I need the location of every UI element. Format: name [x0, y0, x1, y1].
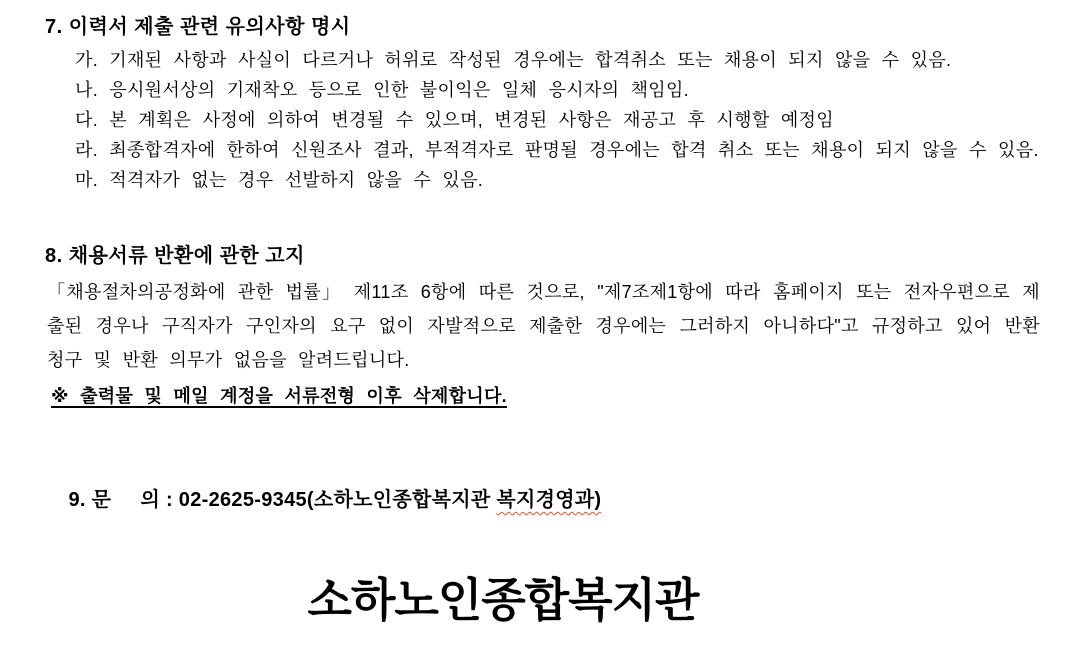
contact-line — [45, 455, 1040, 545]
section8-heading: 8. 채용서류 반환에 관한 고지 — [45, 245, 305, 267]
notice-item-ra: 라. 최종합격자에 한하여 신원조사 결과, 부적격자로 판명될 경우에는 합격 취소 또는 채용이 되지 않을 수 있음. — [75, 140, 1039, 160]
return-policy-paragraph: 「채용절차의공정화에 관한 법률」 제11조 6항에 따른 것으로, "제7조제1항에 따라 홈페이지 또는 전자우편으로 제출된 경우나 구직자가 구인자의 요구 없이 자발적으로 제출한 경우에는 그러하지 아니하다"고 규정하고 있어 반환 청구 및 반환 의무가 없음을 알려드립니다. — [47, 282, 1040, 370]
spellcheck-underlined-text: 복지경영과) — [496, 489, 602, 511]
contact-text: 9. 문 의 : 02-2625-9345(소하노인종합복지관 — [68, 489, 497, 511]
notice-item-ma: 마. 적격자가 없는 경우 선발하지 않을 수 있음. — [75, 170, 484, 190]
notice-item-da: 다. 본 계획은 사정에 의하여 변경될 수 있으며, 변경된 사항은 재공고 후 시행할 예정임 — [75, 110, 834, 130]
section7-notice-list — [45, 45, 1040, 195]
notice-item-na: 나. 응시원서상의 기재착오 등으로 인한 불이익은 일체 응시자의 책임임. — [75, 80, 689, 100]
deletion-note-line — [45, 379, 1040, 413]
deletion-note-text: ※ 출력물 및 메일 계정을 서류전형 이후 삭제합니다. — [51, 386, 507, 406]
section7-heading: 7. 이력서 제출 관련 유의사항 명시 — [45, 16, 351, 38]
organization-title: 소하노인종합복지관 — [307, 574, 699, 626]
notice-item-ga: 가. 기재된 사항과 사실이 다르거나 허위로 작성된 경우에는 합격취소 또는 채용이 되지 않을 수 있음. — [75, 50, 952, 70]
